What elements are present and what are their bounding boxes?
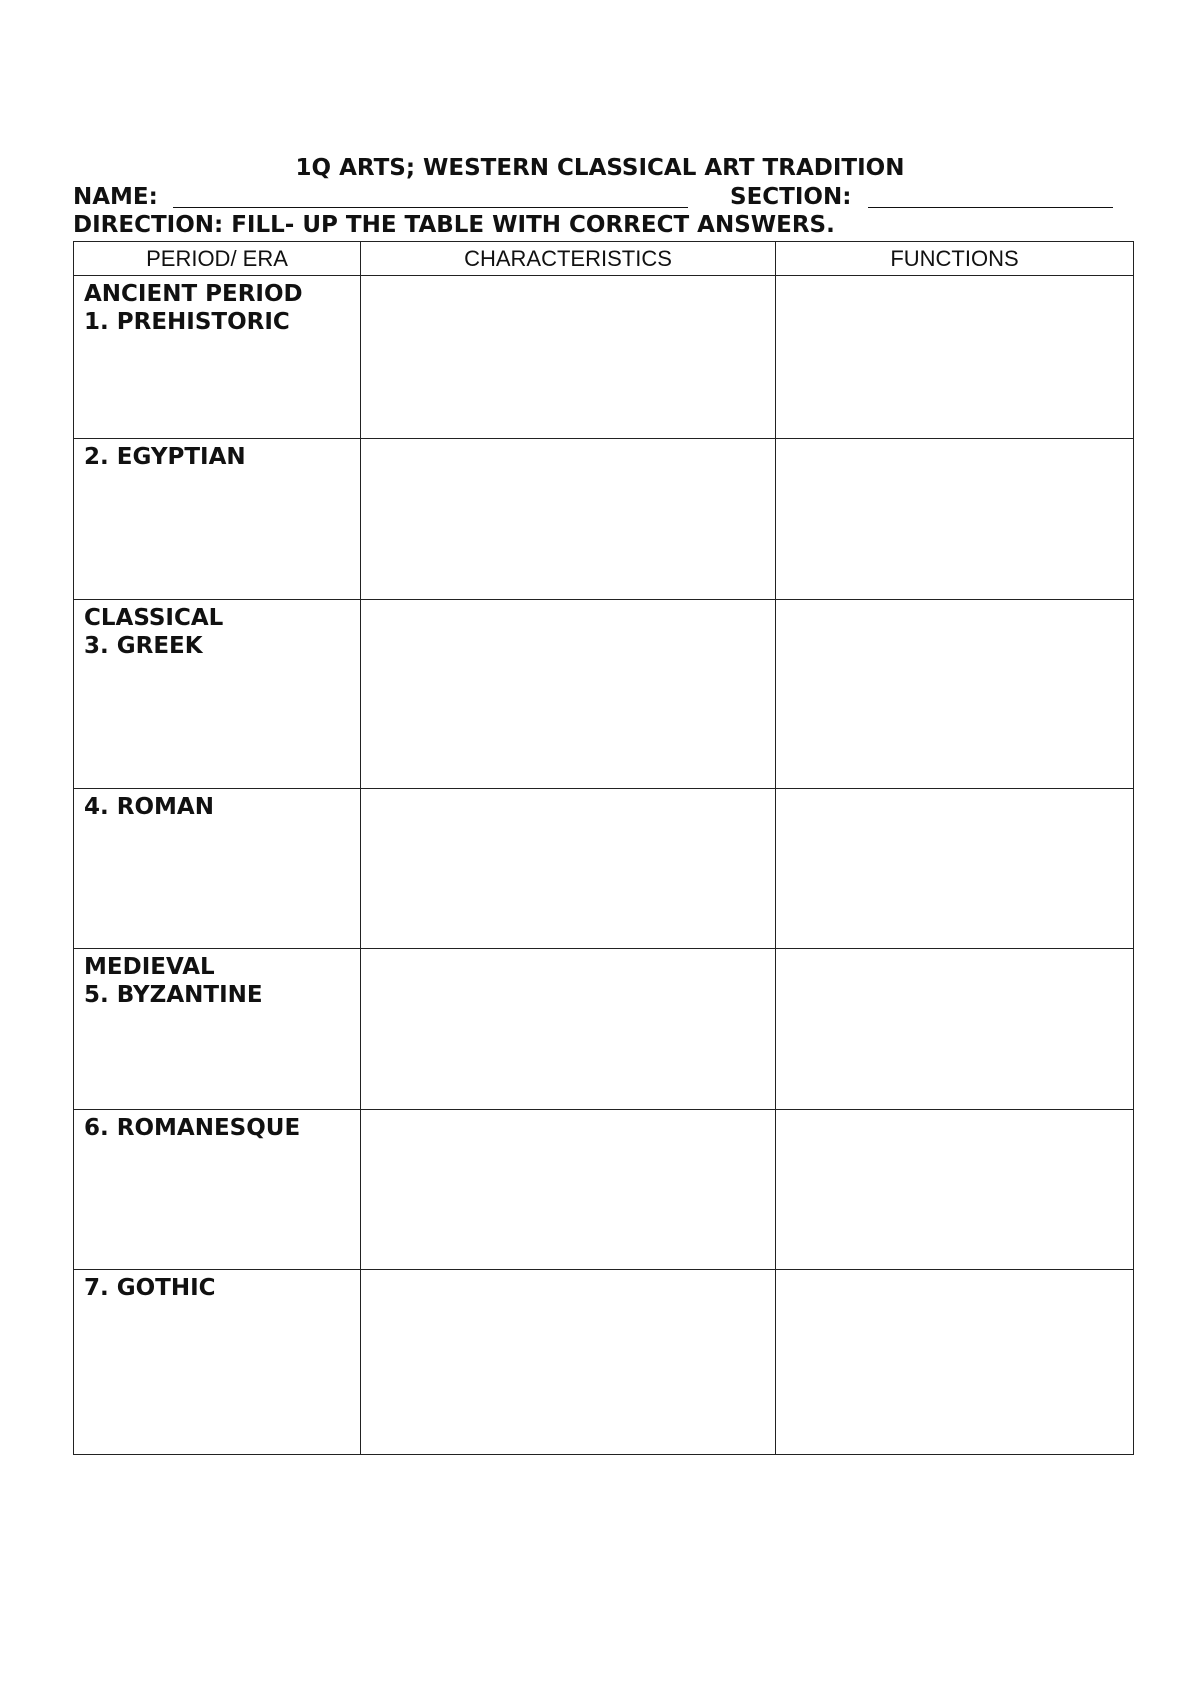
functions-cell[interactable]: [776, 1270, 1134, 1455]
period-label: 3. GREEK: [84, 633, 203, 659]
characteristics-cell[interactable]: [361, 789, 776, 949]
characteristics-cell[interactable]: [361, 276, 776, 439]
characteristics-cell[interactable]: [361, 600, 776, 789]
table-row: [74, 600, 1134, 789]
column-header-functions: FUNCTIONS: [776, 242, 1134, 276]
table-row: [74, 949, 1134, 1110]
answer-table: [73, 241, 1134, 1455]
period-cell: [74, 439, 361, 600]
section-blank-line[interactable]: [868, 207, 1113, 208]
period-label: 4. ROMAN: [84, 794, 214, 820]
section-label: SECTION:: [730, 184, 852, 210]
table-row: [74, 1270, 1134, 1455]
column-header-period: PERIOD/ ERA: [74, 242, 361, 276]
characteristics-cell[interactable]: [361, 949, 776, 1110]
period-label: 2. EGYPTIAN: [84, 444, 246, 470]
period-cell: [74, 600, 361, 789]
table-row: [74, 439, 1134, 600]
name-label: NAME:: [73, 184, 158, 210]
direction-text: DIRECTION: FILL- UP THE TABLE WITH CORRECT ANSWERS.: [73, 212, 835, 238]
characteristics-cell[interactable]: [361, 439, 776, 600]
period-label: 6. ROMANESQUE: [84, 1115, 301, 1141]
period-cell: [74, 1270, 361, 1455]
period-group-label: CLASSICAL: [84, 605, 224, 631]
functions-cell[interactable]: [776, 276, 1134, 439]
period-label: 1. PREHISTORIC: [84, 309, 290, 335]
table-row: [74, 276, 1134, 439]
functions-cell[interactable]: [776, 439, 1134, 600]
period-label: 5. BYZANTINE: [84, 982, 263, 1008]
period-label: 7. GOTHIC: [84, 1275, 216, 1301]
table-row: [74, 1110, 1134, 1270]
characteristics-cell[interactable]: [361, 1110, 776, 1270]
functions-cell[interactable]: [776, 600, 1134, 789]
period-cell: [74, 789, 361, 949]
functions-cell[interactable]: [776, 1110, 1134, 1270]
table-header-row: [74, 242, 1134, 276]
table-row: [74, 789, 1134, 949]
name-blank-line[interactable]: [173, 207, 688, 208]
period-group-label: MEDIEVAL: [84, 954, 215, 980]
period-group-label: ANCIENT PERIOD: [84, 281, 303, 307]
period-cell: [74, 276, 361, 439]
characteristics-cell[interactable]: [361, 1270, 776, 1455]
period-cell: [74, 949, 361, 1110]
period-cell: [74, 1110, 361, 1270]
column-header-characteristics: CHARACTERISTICS: [361, 242, 776, 276]
functions-cell[interactable]: [776, 949, 1134, 1110]
worksheet-title: 1Q ARTS; WESTERN CLASSICAL ART TRADITION: [295, 155, 905, 181]
functions-cell[interactable]: [776, 789, 1134, 949]
